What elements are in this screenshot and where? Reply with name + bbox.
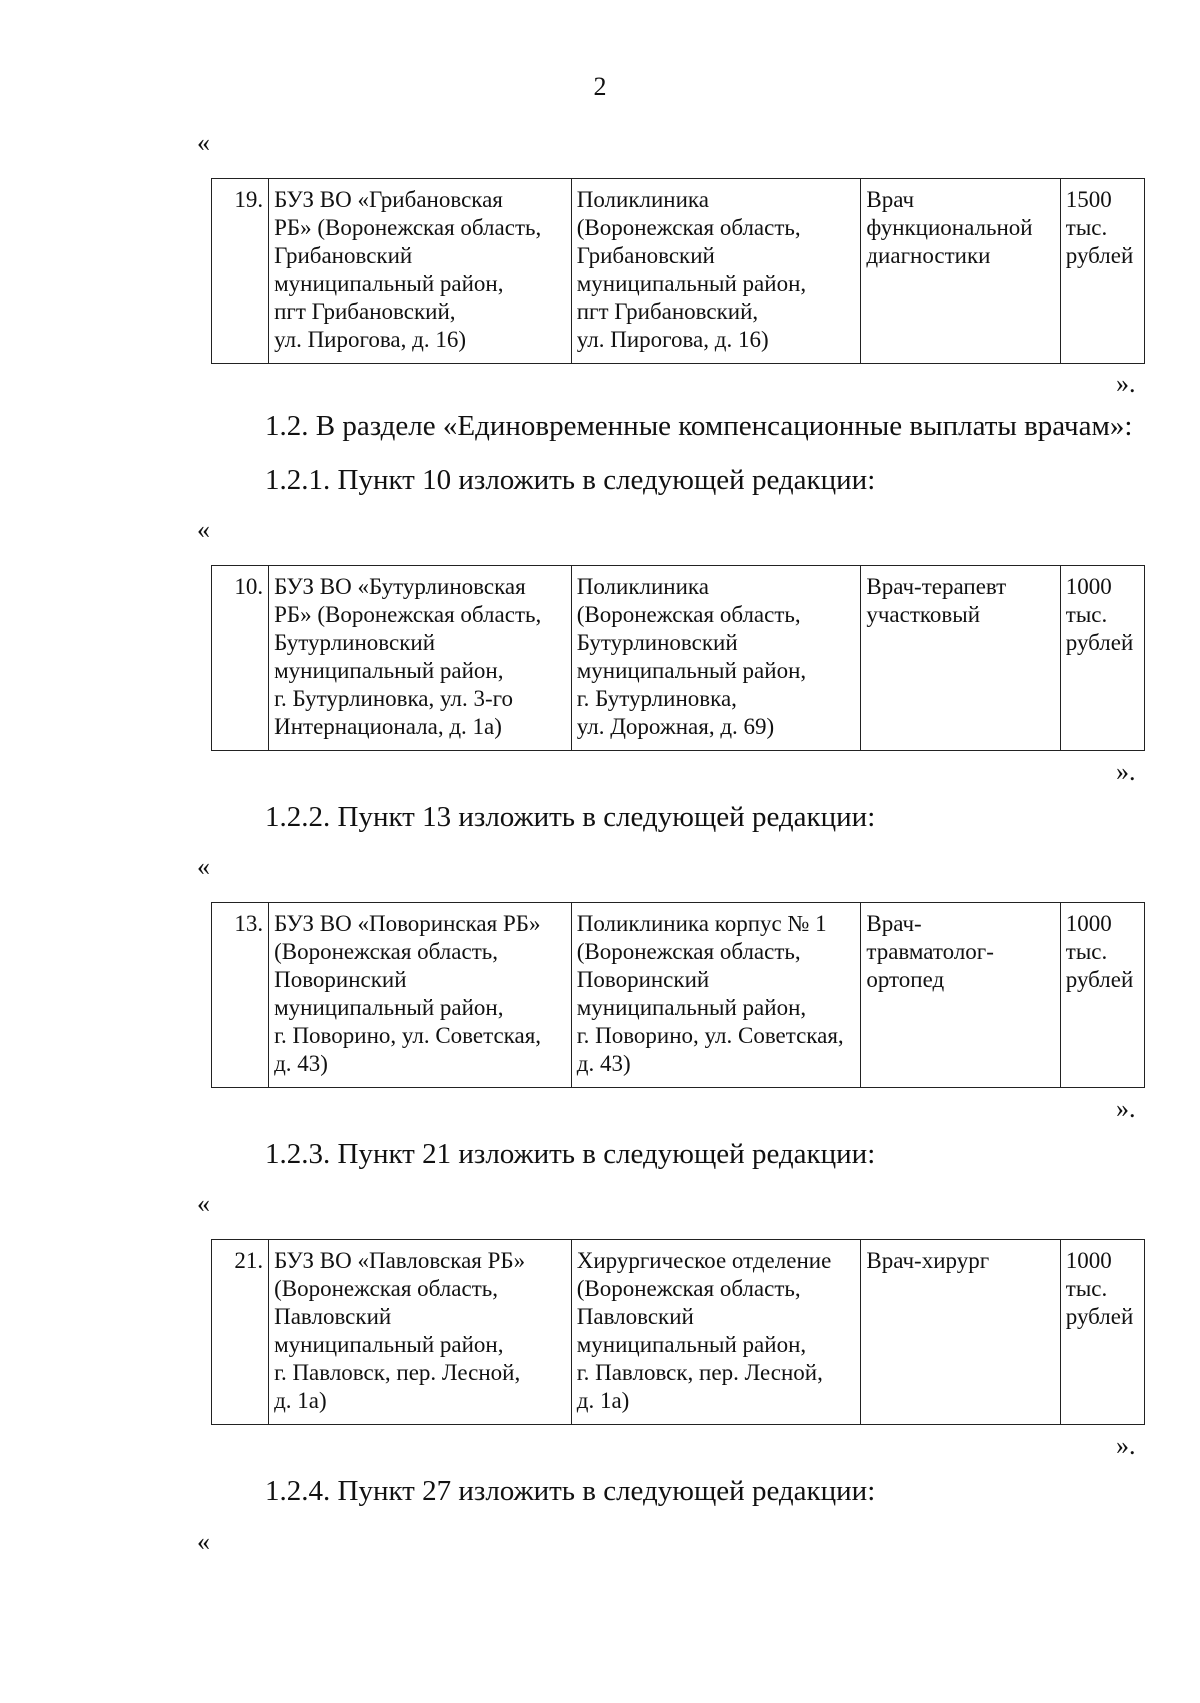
position-cell: Врач-хирург <box>861 1240 1060 1425</box>
record-table-10 <box>211 565 1145 751</box>
closing-quote: ». <box>1116 1094 1136 1123</box>
row-number: 13. <box>212 903 269 1088</box>
closing-quote: ». <box>1116 757 1136 786</box>
closing-quote: ». <box>1116 369 1136 398</box>
section-heading-1-2-4: 1.2.4. Пункт 27 изложить в следующей редакции: <box>265 1475 876 1507</box>
amount-cell: 1500 тыс. рублей <box>1060 179 1144 364</box>
opening-quote: « <box>197 128 210 157</box>
position-cell: Врач- травматолог- ортопед <box>861 903 1060 1088</box>
record-table-21 <box>211 1239 1145 1425</box>
position-cell: Врач функциональной диагностики <box>861 179 1060 364</box>
unit-cell: Поликлиника корпус № 1 (Воронежская область, Поворинский муниципальный район, г. Поворино, ул. Советская, д. 43) <box>571 903 861 1088</box>
organization-cell: БУЗ ВО «Павловская РБ» (Воронежская область, Павловский муниципальный район, г. Павловск, пер. Лесной, д. 1а) <box>269 1240 572 1425</box>
record-table-13 <box>211 902 1145 1088</box>
unit-cell: Хирургическое отделение (Воронежская область, Павловский муниципальный район, г. Павловск, пер. Лесной, д. 1а) <box>571 1240 861 1425</box>
table-row <box>212 566 1145 751</box>
table-row <box>212 179 1145 364</box>
organization-cell: БУЗ ВО «Поворинская РБ» (Воронежская область, Поворинский муниципальный район, г. Поворино, ул. Советская, д. 43) <box>269 903 572 1088</box>
section-heading-1-2-3: 1.2.3. Пункт 21 изложить в следующей редакции: <box>265 1138 876 1170</box>
page-number: 2 <box>593 72 607 101</box>
unit-cell: Поликлиника (Воронежская область, Бутурлиновский муниципальный район, г. Бутурлиновка, ул. Дорожная, д. 69) <box>571 566 861 751</box>
section-heading-1-2: 1.2. В разделе «Единовременные компенсационные выплаты врачам»: <box>265 410 1133 442</box>
section-heading-1-2-1: 1.2.1. Пункт 10 изложить в следующей редакции: <box>265 464 876 496</box>
opening-quote: « <box>197 852 210 881</box>
row-number: 19. <box>212 179 269 364</box>
position-cell: Врач-терапевт участковый <box>861 566 1060 751</box>
row-number: 10. <box>212 566 269 751</box>
closing-quote: ». <box>1116 1431 1136 1460</box>
opening-quote: « <box>197 1527 210 1556</box>
amount-cell: 1000 тыс. рублей <box>1060 1240 1144 1425</box>
organization-cell: БУЗ ВО «Грибановская РБ» (Воронежская область, Грибановский муниципальный район, пгт Грибановский, ул. Пирогова, д. 16) <box>269 179 572 364</box>
record-table-19 <box>211 178 1145 364</box>
opening-quote: « <box>197 1189 210 1218</box>
section-heading-1-2-2: 1.2.2. Пункт 13 изложить в следующей редакции: <box>265 801 876 833</box>
row-number: 21. <box>212 1240 269 1425</box>
table-row <box>212 1240 1145 1425</box>
opening-quote: « <box>197 515 210 544</box>
amount-cell: 1000 тыс. рублей <box>1060 566 1144 751</box>
organization-cell: БУЗ ВО «Бутурлиновская РБ» (Воронежская область, Бутурлиновский муниципальный район, г. Бутурлиновка, ул. 3-го Интернационала, д. 1а) <box>269 566 572 751</box>
table-row <box>212 903 1145 1088</box>
unit-cell: Поликлиника (Воронежская область, Грибановский муниципальный район, пгт Грибановский, ул. Пирогова, д. 16) <box>571 179 861 364</box>
amount-cell: 1000 тыс. рублей <box>1060 903 1144 1088</box>
